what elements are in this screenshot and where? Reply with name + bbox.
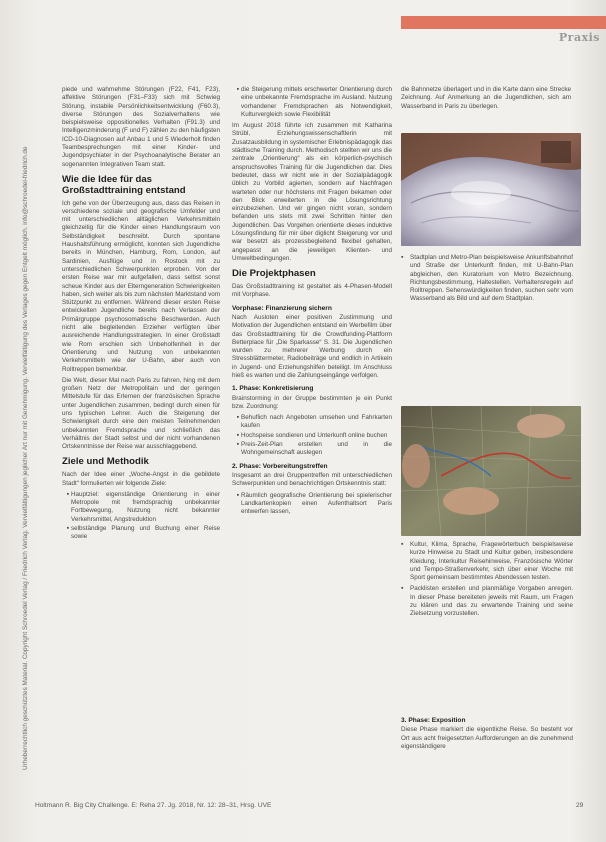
section-heading: Die Projektphasen	[232, 268, 316, 280]
column-3-lower	[401, 541, 573, 622]
section-heading: Ziele und Methodik	[62, 456, 149, 468]
caption-text: Packlisten erstellen und planmäßige Vorgaben anregen. In dieser Phase bereiteten jeweils mit Raum, um Fragen zu klären und das zu erwartende Training und seine Zielsetzung vorzustellen.	[410, 585, 573, 618]
phase-1-list	[232, 414, 392, 457]
phase-2-list	[232, 492, 392, 517]
packing-list-item	[401, 585, 573, 618]
caption-text: Kultur, Klima, Sprache, Fragewörterbuch beispielsweise kurze Hinweise zu Stadt und Kultur geben, insbesondere Kleidung, Interkultur Reisehinweise, Französische Wörter und Tempo-Straßenverkehr, sich über einer Woche mit Sport gemeinsam bestimmtes Abendessen testen.	[410, 541, 573, 582]
list-item: • die Steigerung mittels erschwerter Orientierung durch eine unbekannte Fremdsprache im Ausland. Nutzung vorhandener Fremdsprachen als Notwendigkeit, Kulturvergleich sowie Flexibilität	[241, 86, 392, 119]
intro-paragraph: piede und wahrnehme Störungen (F22, F41, F23), affektive Störungen (F31–F33) sich mit Schwieg Störung, instabile Persönlichkeitsentwicklung (F60.3), diverse Störungen des Sozialverhaltens wie beispielsweise oppositionelles Verhalten (F91.3) und Intelligenzminderung (F und F) zählen zu den häufigsten ICD-10-Diagnosen auf Anbau 1 und 5 Wiederholt finden Teambesprechungen mit einer Kinder- und Jugendpsychiater in der Psychoanalytische Berater an sogenannten Integrativen Team statt.	[62, 86, 220, 168]
body-paragraph: Ich gehe von der Überzeugung aus, dass das Reisen in verschiedene soziale und geografische Umfelder und mit unterschiedlichen alltäglichen Verkehrsmitteln gleichzeitig für die Kinder einen Handlungsraum von Selbständigkeit beschreibt. Durch spontane Haushaltsführung ermöglicht, konnten sich Jugendliche bereits in München, Hamburg, Rom, London, auf Sardinien, Ausflüge und in Rostock mit zu unterschiedlichen Schwerpunkten erproben. Von der ersten Reise war mir aufgefallen, dass selbst sonst scheue Kinder aus der Elterngeneration Schwierigkeiten haben, sich weiter als bis zum nächsten Marktstand vom Stützpunkt zu entfernen. Während dieser ersten Reise entwickelten Jugendliche bereits nach Verlassen der Primärgruppe psychosomatische Beschwerden. Auch nicht alle begleitenden Erzieher verfügten über ausreichende Handlungsstrategien. In einer Großstadt wie Rom erschien sich Unbeholfenheit in der Orientierung und Nutzung von unbekannten Verkehrsmitteln wie der U-Bahn, aber auch von Rolltreppen bemerkbar.	[62, 199, 220, 373]
body-paragraph: Nach Ausloten einer positiven Zustimmung und Motivation der Jugendlichen entstand ein Werbefilm über das Großstadttraining für die Crowdfunding-Plattform Betterplace für „Die Sparkasse“ S. 31. Die Jugendlichen wurden zu mehrerer Werbung durch ein Stressblättermeter, Radiobeiträge und endlich in Artikeln in Jugend- und Erziehungshilfen beteiligt. Im Anschluss hieß es warten und die Zahlungseingänge verfolgen.	[232, 313, 392, 379]
body-paragraph: Insgesamt an drei Gruppentreffen mit unterschiedlichen Schwerpunkten und benachrichtigen Ortskenntnis statt:	[232, 471, 392, 488]
phase-heading: 1. Phase: Konkretisierung	[232, 385, 314, 393]
bullet-icon: ▪	[401, 254, 404, 261]
photo-caption-2	[401, 541, 573, 582]
phase-heading: 2. Phase: Vorbereitungstreffen	[232, 462, 328, 470]
bullet-icon: ▪	[401, 585, 404, 593]
photo-hands-on-map	[401, 406, 581, 536]
copyright-sidebar-note: Urheberrechtlich geschütztes Material. Copyright Schroedel Verlag / Friedrich Verlag. Vervielfältigungen jeglicher Art nur mit Genehmigung. Vervielfältigung des Verlages gegen Entgelt möglich. info@schroedel-friedrich.de	[22, 146, 29, 770]
body-paragraph: Nach der Idee einer „Woche-Angst in die gebildete Stadt“ formulierten wir folgende Ziele:	[62, 471, 220, 487]
list-item: • Hochspeise sondieren und Unterkunft online buchen	[241, 432, 392, 440]
goals-list	[62, 491, 220, 542]
photo-relief-map-image	[401, 133, 581, 246]
column-1	[62, 86, 220, 545]
list-item: • Räumlich geografische Orientierung bei spielerischer Landkartenkopien einen Aufenthaltsort Paris entwerfen lassen,	[241, 492, 392, 517]
column-3-intro	[401, 86, 571, 114]
caption-text: Stadtplan und Metro-Plan beispielsweise Ankunftsbahnhof und Straße der Unterkunft finden, mit U-Bahn-Plan abgleichen, den Kuratorium von Metro Bezeichnung. Richtungsbestimmung, Haltestellen. Verhaltensregeln auf Rolltreppen. Sehenswürdigkeiten finden, suchen sehr vom Wasserband als Bild und auf dem Stadtplan.	[410, 254, 573, 303]
body-paragraph: Diese Phase markiert die eigentliche Reise. So besteht vor Ort aus acht freigesetzten Aufforderungen an die zunehmend eigenständigere	[401, 726, 573, 750]
goals-list-continued	[232, 86, 392, 119]
photo-caption-1	[401, 254, 573, 304]
body-paragraph: Im August 2018 führte ich zusammen mit Katharina Strübl, Erziehungswissenschaftlerin mit Zusatzausbildung in systemischer Erlebnispädagogik das städtische Training durch. Methodisch stellten wir uns die zentrale „Orientierung“ als ein körperlich-psychisch anspruchsvolles Training für die Jugendlichen dar. Dies bedeutet, dass wir nicht wie in der Sozialpädagogik üblich zu Vorbild agierten, sondern auf Nachfragen warteten oder nur höchstens mit Fragen bekamen oder den Blick erweiterten in die Lösungsrichtung einzubeziehen. Und wir gingen nicht voran, sondern befanden uns stets mit zwei Schritten hinter den Jugendlichen. Das Vorgehen orientierte dieses induktive Lösungsfindung für mir über diglicht Steigerung vor und war besetzt als prozessbegleitend flexibel gehalten, angepasst an die jeweiligen Klienten- und Umweltbedingungen.	[232, 122, 392, 262]
body-paragraph: die Bahnnetze überlagert und in die Karte dann eine Strecke Zeichnung. Auf Anmerkung an die Jugendlichen, sich am Wasserband in Paris zu überlegen.	[401, 86, 571, 110]
photo-relief-map	[401, 133, 581, 246]
page-number: 29	[576, 802, 584, 809]
list-item: • Hauptziel: eigenständige Orientierung in einer Metropole mit fremdsprachig unbekannter Fortbewegung, Nutzung nicht bekannter Verkehrsmittel, Angstreduktion	[71, 491, 220, 524]
photo-hands-on-map-image	[401, 406, 581, 536]
footer-citation: Holtmann R. Big City Challenge. E: Reha 27. Jg. 2018, Nr. 12: 28–31, Hrsg. UVE	[35, 802, 272, 809]
column-3-phase3	[401, 712, 573, 754]
section-heading: Wie die Idee für das Großstadttraining entstand	[62, 173, 186, 196]
column-2	[232, 86, 392, 519]
body-paragraph: Brainstorming in der Gruppe bestimmten je ein Punkt bzw. Zuordnung:	[232, 394, 392, 410]
list-item: • Preis-Zeit-Plan erstellen und in die Wohngemeinschaft auslegen	[241, 441, 392, 458]
phase-heading: 3. Phase: Exposition	[401, 717, 466, 724]
list-item: • Behuflich nach Angeboten umsehen und Fahrkarten kaufen	[241, 414, 392, 431]
list-item: • selbständige Planung und Buchung einer Reise sowie	[71, 525, 220, 542]
body-paragraph: Das Großstadttraining ist gestaltet als 4-Phasen-Modell mit Vorphase.	[232, 283, 392, 299]
bullet-icon: ▪	[401, 541, 404, 548]
section-label: Praxis	[558, 31, 600, 44]
body-paragraph: Die Welt, dieser Mal nach Paris zu fahren, hing mit dem großen Netz der Metropolitain und der geringen Mittelstufe für das Erlernen der französischen Sprache unter Jugendlichen zusammen, bedingt durch einen für uns typischen Lehrer. Auch die Steigerung der Schwierigkeit durch eine den meisten Teilnehmenden unbekannten Fremdsprache und schließlich das Verhältnis der Stadt selbst und der nicht vorhandenen Ortskenntnisse der Reise war ausschlaggebend.	[62, 376, 220, 451]
header-accent-bar	[401, 16, 606, 29]
phase-heading: Vorphase: Finanzierung sichern	[232, 304, 332, 312]
